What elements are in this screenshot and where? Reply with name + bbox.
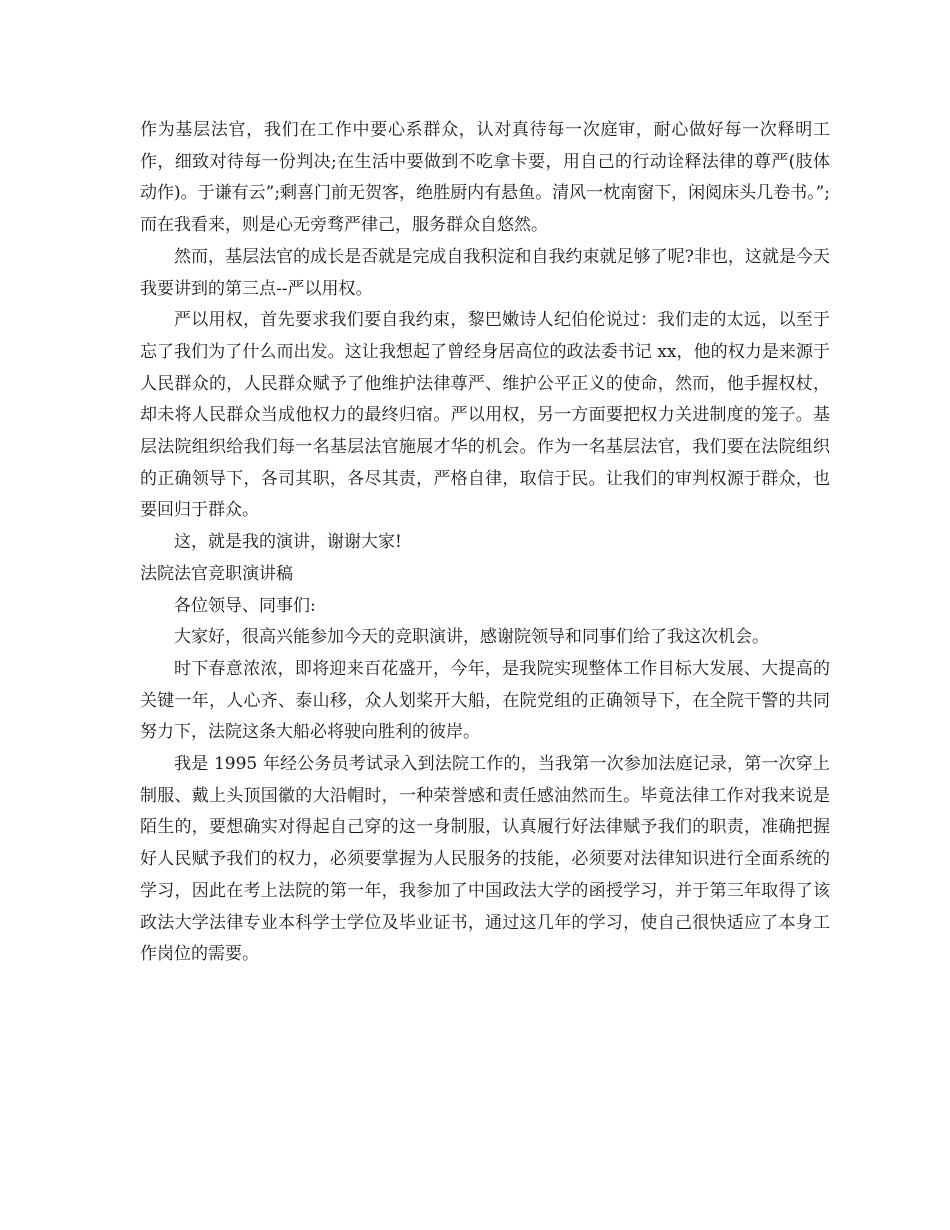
paragraph: 严以用权，首先要求我们要自我约束，黎巴嫩诗人纪伯伦说过：我们走的太远，以至于忘了我们为了什么而出发。这让我想起了曾经身居高位的政法委书记 xx，他的权力是来源于人民群众的，人民群众赋予了他维护法律尊严、维护公平正义的使命，然而，他手握权杖，却未将人民群众当成他权力的最终归宿。严以用权，另一方面要把权力关进制度的笼子。基层法院组织给我们每一名基层法官施展才华的机会。作为一名基层法官，我们要在法院组织的正确领导下，各司其职，各尽其责，严格自律，取信于民。让我们的审判权源于群众，也要回归于群众。	[140, 310, 830, 521]
paragraph: 然而，基层法官的成长是否就是完成自我积淀和自我约束就足够了呢?非也，这就是今天我要讲到的第三点--严以用权。	[140, 246, 830, 299]
paragraph-closing: 这，就是我的演讲，谢谢大家!	[174, 532, 402, 553]
paragraph: 大家好，很高兴能参加今天的竞职演讲，感谢院领导和同事们给了我这次机会。	[174, 627, 769, 648]
section-title: 法院法官竞职演讲稿	[140, 563, 293, 584]
document-body	[140, 115, 830, 971]
paragraph: 我是 1995 年经公务员考试录入到法院工作的，当我第一次参加法庭记录，第一次穿上制服、戴上头顶国徽的大沿帽时，一种荣誉感和责任感油然而生。毕竟法律工作对我来说是陌生的，要想确实对得起自己穿的这一身制服，认真履行好法律赋予我们的职责，准确把握好人民赋予我们的权力，必须要掌握为人民服务的技能，必须要对法律知识进行全面系统的学习，因此在考上法院的第一年，我参加了中国政法大学的函授学习，并于第三年取得了该政法大学法律专业本科学士学位及毕业证书，通过这几年的学习，使自己很快适应了本身工作岗位的需要。	[140, 754, 830, 965]
salutation: 各位领导、同事们:	[174, 595, 316, 616]
paragraph: 时下春意浓浓，即将迎来百花盛开，今年，是我院实现整体工作目标大发展、大提高的关键一年，人心齐、泰山移，众人划桨开大船，在院党组的正确领导下，在全院干警的共同努力下，法院这条大船必将驶向胜利的彼岸。	[140, 658, 830, 743]
paragraph: 作为基层法官，我们在工作中要心系群众，认对真待每一次庭审，耐心做好每一次释明工作，细致对待每一份判决;在生活中要做到不吃拿卡要，用自己的行动诠释法律的尊严(肢体动作)。于谦有云”;剩喜门前无贺客，绝胜厨内有悬鱼。清风一枕南窗下，闲阅床头几卷书。”;而在我看来，则是心无旁骛严律己，服务群众自悠然。	[140, 120, 830, 236]
